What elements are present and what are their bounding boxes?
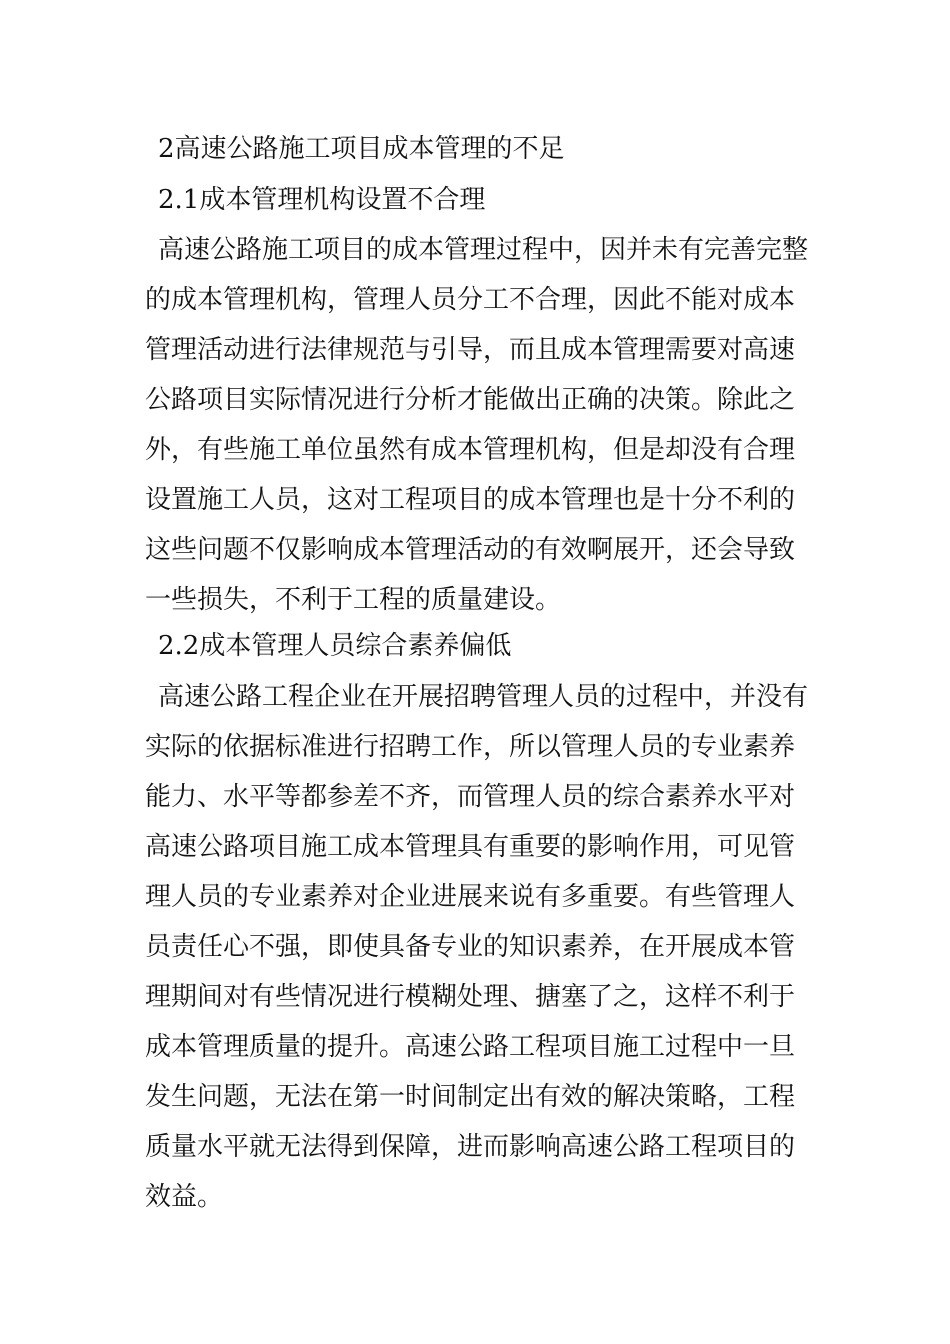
paragraph-1-line: 公路项目实际情况进行分析才能做出正确的决策。除此之 xyxy=(145,385,796,415)
section-heading-2: 2高速公路施工项目成本管理的不足 xyxy=(158,134,565,164)
paragraph-1-line: 高速公路施工项目的成本管理过程中，因并未有完善完整 xyxy=(158,235,809,265)
paragraph-1-line: 这些问题不仅影响成本管理活动的有效啊展开，还会导致 xyxy=(145,535,796,565)
section-heading-2-1: 2.1成本管理机构设置不合理 xyxy=(158,185,486,215)
paragraph-2-line: 实际的依据标准进行招聘工作，所以管理人员的专业素养 xyxy=(145,732,796,762)
paragraph-1-line: 外，有些施工单位虽然有成本管理机构，但是却没有合理 xyxy=(145,435,796,465)
paragraph-1-line: 设置施工人员，这对工程项目的成本管理也是十分不利的 xyxy=(145,485,796,515)
paragraph-1-line: 管理活动进行法律规范与引导，而且成本管理需要对高速 xyxy=(145,335,796,365)
paragraph-2-line: 高速公路项目施工成本管理具有重要的影响作用，可见管 xyxy=(145,832,796,862)
paragraph-2-line: 成本管理质量的提升。高速公路工程项目施工过程中一旦 xyxy=(145,1032,796,1062)
paragraph-2-line: 能力、水平等都参差不齐，而管理人员的综合素养水平对 xyxy=(145,782,796,812)
paragraph-2-line: 高速公路工程企业在开展招聘管理人员的过程中，并没有 xyxy=(158,682,809,712)
paragraph-1-line: 的成本管理机构，管理人员分工不合理，因此不能对成本 xyxy=(145,285,796,315)
paragraph-2-line: 理期间对有些情况进行模糊处理、搪塞了之，这样不利于 xyxy=(145,982,796,1012)
paragraph-2-line: 效益。 xyxy=(145,1182,224,1212)
paragraph-1-line: 一些损失，不利于工程的质量建设。 xyxy=(145,585,562,615)
section-heading-2-2: 2.2成本管理人员综合素养偏低 xyxy=(158,631,512,661)
paragraph-2-line: 质量水平就无法得到保障，进而影响高速公路工程项目的 xyxy=(145,1132,796,1162)
paragraph-2-line: 理人员的专业素养对企业进展来说有多重要。有些管理人 xyxy=(145,882,796,912)
paragraph-2-line: 发生问题，无法在第一时间制定出有效的解决策略，工程 xyxy=(145,1082,796,1112)
paragraph-2-line: 员责任心不强，即使具备专业的知识素养，在开展成本管 xyxy=(145,932,796,962)
